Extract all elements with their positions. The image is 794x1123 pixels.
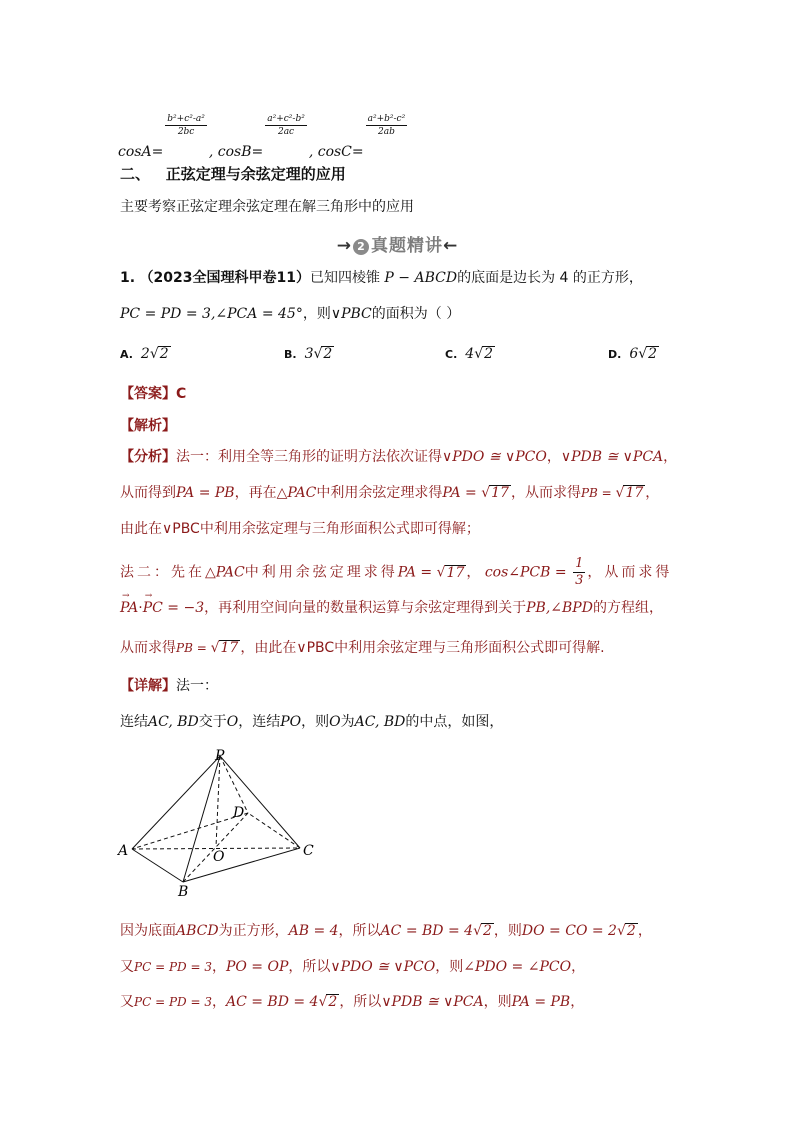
option-a[interactable]: A. 2√2	[120, 346, 169, 362]
text: ，则	[435, 959, 464, 975]
option-radicand: 2	[648, 346, 658, 362]
math: PC = PD = 3	[134, 995, 212, 1009]
section-title: 正弦定理与余弦定理的应用	[165, 165, 346, 183]
question-text: 已知四棱锥	[309, 270, 380, 286]
right-arrow-icon: ←	[443, 236, 458, 256]
text: 又	[120, 959, 134, 975]
text: 法二：先在	[120, 564, 205, 581]
question-line-1	[120, 268, 643, 288]
detail-line-1	[120, 712, 503, 732]
text: ，则	[301, 714, 330, 730]
text: ，从而求得	[587, 564, 673, 581]
math: ∠PDO = ∠PCO	[463, 959, 572, 975]
text: ，则	[493, 923, 522, 939]
option-coef: 2	[140, 346, 150, 362]
banner-title: 真题精讲	[371, 236, 443, 256]
option-coef: 3	[304, 346, 314, 362]
math: AC = BD = 4	[380, 923, 474, 939]
text: ，由此在∨PBC中利用余弦定理与三角形面积公式即可得解.	[240, 640, 605, 656]
pyramid-figure	[115, 748, 325, 902]
cosA-denominator: 2bc	[177, 127, 195, 137]
vertex-b-label: B	[178, 884, 189, 898]
vector-pc: → PC	[143, 598, 163, 618]
section-heading	[120, 164, 346, 184]
math: 17	[625, 485, 644, 501]
text: 为正方形，	[218, 923, 289, 939]
option-d[interactable]: D. 6√2	[608, 346, 658, 362]
math: △PAC	[276, 485, 317, 501]
text: 的方程组，	[592, 600, 663, 616]
math: PB =	[176, 641, 211, 655]
math: PC = PD = 3	[134, 960, 212, 974]
text: ，	[645, 485, 660, 501]
math: O	[226, 714, 239, 730]
text: ，所以	[338, 923, 381, 939]
denominator: 3	[575, 573, 584, 588]
cosA-fraction	[165, 113, 207, 138]
option-label: D.	[608, 348, 622, 361]
text: ，则	[483, 994, 512, 1010]
detail-label: 【详解】	[120, 678, 176, 694]
math: AC, BD	[148, 714, 199, 730]
question-source: （2023全国理科甲卷11）	[139, 270, 310, 286]
option-coef: 4	[465, 346, 475, 362]
text: ，从而求得	[510, 485, 581, 501]
left-arrow-icon: →	[336, 236, 351, 256]
option-label: C.	[445, 348, 458, 361]
vertex-c-label: C	[303, 843, 314, 859]
text: ，	[466, 564, 481, 581]
solution-line-1: 因为底面ABCD为正方形，AB = 4，所以AC = BD = 4√2 ，则DO = CO = 2√2 ，	[120, 923, 652, 939]
cosB-fraction	[265, 113, 307, 138]
analysis-line-3: 由此在∨PBC中利用余弦定理与三角形面积公式即可得解；	[120, 521, 480, 537]
text: 中利用余弦定理求得	[244, 564, 398, 581]
math: PA =	[442, 485, 482, 501]
text: 因为底面	[120, 923, 176, 939]
text: 交于	[198, 714, 227, 730]
math: PA = PB	[511, 994, 571, 1010]
vector-pa: → PA	[120, 598, 138, 618]
text: ，连结	[238, 714, 281, 730]
text: 又	[120, 994, 134, 1010]
question-text: 的面积为（ ）	[371, 306, 461, 322]
cosA-label: cosA=	[118, 144, 164, 160]
text: ，再在	[234, 485, 277, 501]
text: ，	[637, 923, 652, 939]
vertex-d-label: D	[233, 805, 245, 821]
math: △PAC	[205, 564, 245, 581]
pyramid-diagram	[115, 748, 325, 898]
math: cos∠PCB =	[484, 564, 572, 581]
cosB-label: , cosB=	[208, 144, 264, 160]
text: ，所以	[339, 994, 382, 1010]
text: ，	[211, 994, 226, 1010]
math: 17	[491, 485, 509, 501]
analysis-line-2: 从而得到PA = PB，再在△PAC中利用余弦定理求得PA = √17 ，从而求得PB = √17 ，	[120, 485, 660, 501]
text: 连结	[120, 714, 148, 730]
text: 从而得到	[120, 485, 176, 501]
solution-line-2	[120, 957, 585, 977]
math: O	[329, 714, 341, 730]
answer	[120, 384, 186, 404]
section-number: 二、	[120, 165, 151, 183]
analysis-line-6: 从而求得PB = √17 ，由此在∨PBC中利用余弦定理与三角形面积公式即可得解.	[120, 640, 605, 656]
math: 17	[446, 564, 465, 581]
answer-label: 【答案】	[120, 386, 176, 402]
question-text: 的底面是边长为 4 的正方形，	[457, 270, 643, 286]
text: ，	[663, 449, 678, 465]
pyramid-name: P − ABCD	[384, 270, 458, 286]
center-o-label: O	[213, 849, 225, 865]
text: ，	[546, 449, 561, 465]
option-label: B.	[284, 348, 297, 361]
math: 2	[626, 923, 636, 939]
text: ，	[570, 994, 585, 1010]
triangle-name: ∨PBC	[330, 306, 372, 322]
math: AC = BD = 4	[225, 994, 319, 1010]
edge-pc	[220, 756, 300, 848]
text: ，	[211, 959, 226, 975]
question-number: 1.	[120, 270, 136, 286]
analysis-line-5	[120, 598, 663, 618]
option-b[interactable]: B. 3√2	[284, 346, 333, 362]
text: ，再利用空间向量的数量积运算与余弦定理得到关于	[204, 600, 527, 616]
question-text: ，则	[302, 306, 331, 322]
math: AB = 4	[288, 923, 339, 939]
math: PA = PB	[176, 485, 235, 501]
cosine-formulas	[118, 113, 409, 160]
text: ，	[571, 959, 586, 975]
math: PB =	[580, 486, 616, 500]
edge-bc	[183, 848, 300, 882]
cosB-numerator: a²+c²-b²	[267, 114, 305, 124]
cosC-label: , cosC=	[308, 144, 364, 160]
analysis-line-4: 法二：先在△PAC中利用余弦定理求得PA = √17 ， cos∠PCB = $\frac{1}{3}$ ，从而求得	[120, 556, 673, 588]
cosC-numerator: a²+b²-c²	[367, 114, 406, 124]
dot: ·	[138, 600, 143, 616]
circle-number-badge: 2	[353, 239, 369, 255]
text: 的中点，如图，	[405, 714, 504, 730]
math: 2	[482, 923, 492, 939]
math: ∨PDB ≅ ∨PCA	[381, 994, 484, 1010]
option-c[interactable]: C. 4√2	[445, 346, 494, 362]
math: PO	[280, 714, 302, 730]
fraction-one-third	[573, 556, 585, 589]
option-radicand: 2	[323, 346, 333, 362]
option-radicand: 2	[159, 346, 169, 362]
cosC-fraction	[366, 113, 408, 138]
option-radicand: 2	[484, 346, 494, 362]
cosB-denominator: 2ac	[277, 127, 295, 137]
math: = −3	[162, 600, 205, 616]
math: AC, BD	[354, 714, 406, 730]
cosC-denominator: 2ab	[377, 127, 395, 137]
math: 17	[220, 640, 239, 656]
detail-heading	[120, 676, 218, 696]
option-label: A.	[120, 348, 133, 361]
text: 从而求得	[120, 640, 176, 656]
text: 中利用余弦定理求得	[316, 485, 443, 501]
method-label: 法一：	[176, 678, 218, 694]
analysis-label: 【解析】	[120, 418, 176, 434]
section-intro: 主要考察正弦定理余弦定理在解三角形中的应用	[120, 199, 414, 215]
math: ∨PDO ≅ ∨PCO	[330, 959, 436, 975]
analysis-tag: 【分析】	[120, 449, 176, 465]
option-coef: 6	[629, 346, 639, 362]
real-questions-banner	[0, 231, 794, 256]
math: PB,∠BPD	[526, 600, 593, 616]
math: PO = OP	[225, 959, 289, 975]
question-line-2	[120, 304, 460, 324]
question-condition: PC = PD = 3,∠PCA = 45°	[120, 306, 303, 322]
analysis-line-1	[120, 447, 677, 467]
cosA-numerator: b²+c²-a²	[167, 114, 205, 124]
math: ∨PDO ≅ ∨PCO	[442, 449, 547, 465]
text: 为	[340, 714, 355, 730]
vertex-p-label: P	[215, 748, 225, 764]
numerator: 1	[575, 556, 584, 571]
edge-po	[216, 756, 220, 847]
math: DO = CO = 2	[521, 923, 617, 939]
vertex-a-label: A	[118, 843, 129, 859]
answer-value: C	[176, 386, 187, 402]
solution-line-3: 又PC = PD = 3，AC = BD = 4√2 ，所以∨PDB ≅ ∨PCA，则PA = PB，	[120, 994, 585, 1010]
math: 2	[328, 994, 338, 1010]
math: PA =	[397, 564, 437, 581]
edge-ab	[132, 849, 183, 882]
math: ∨PDB ≅ ∨PCA	[560, 449, 664, 465]
text: ，所以	[288, 959, 331, 975]
text: 法一：利用全等三角形的证明方法依次证得	[176, 449, 442, 465]
math: ABCD	[176, 923, 219, 939]
